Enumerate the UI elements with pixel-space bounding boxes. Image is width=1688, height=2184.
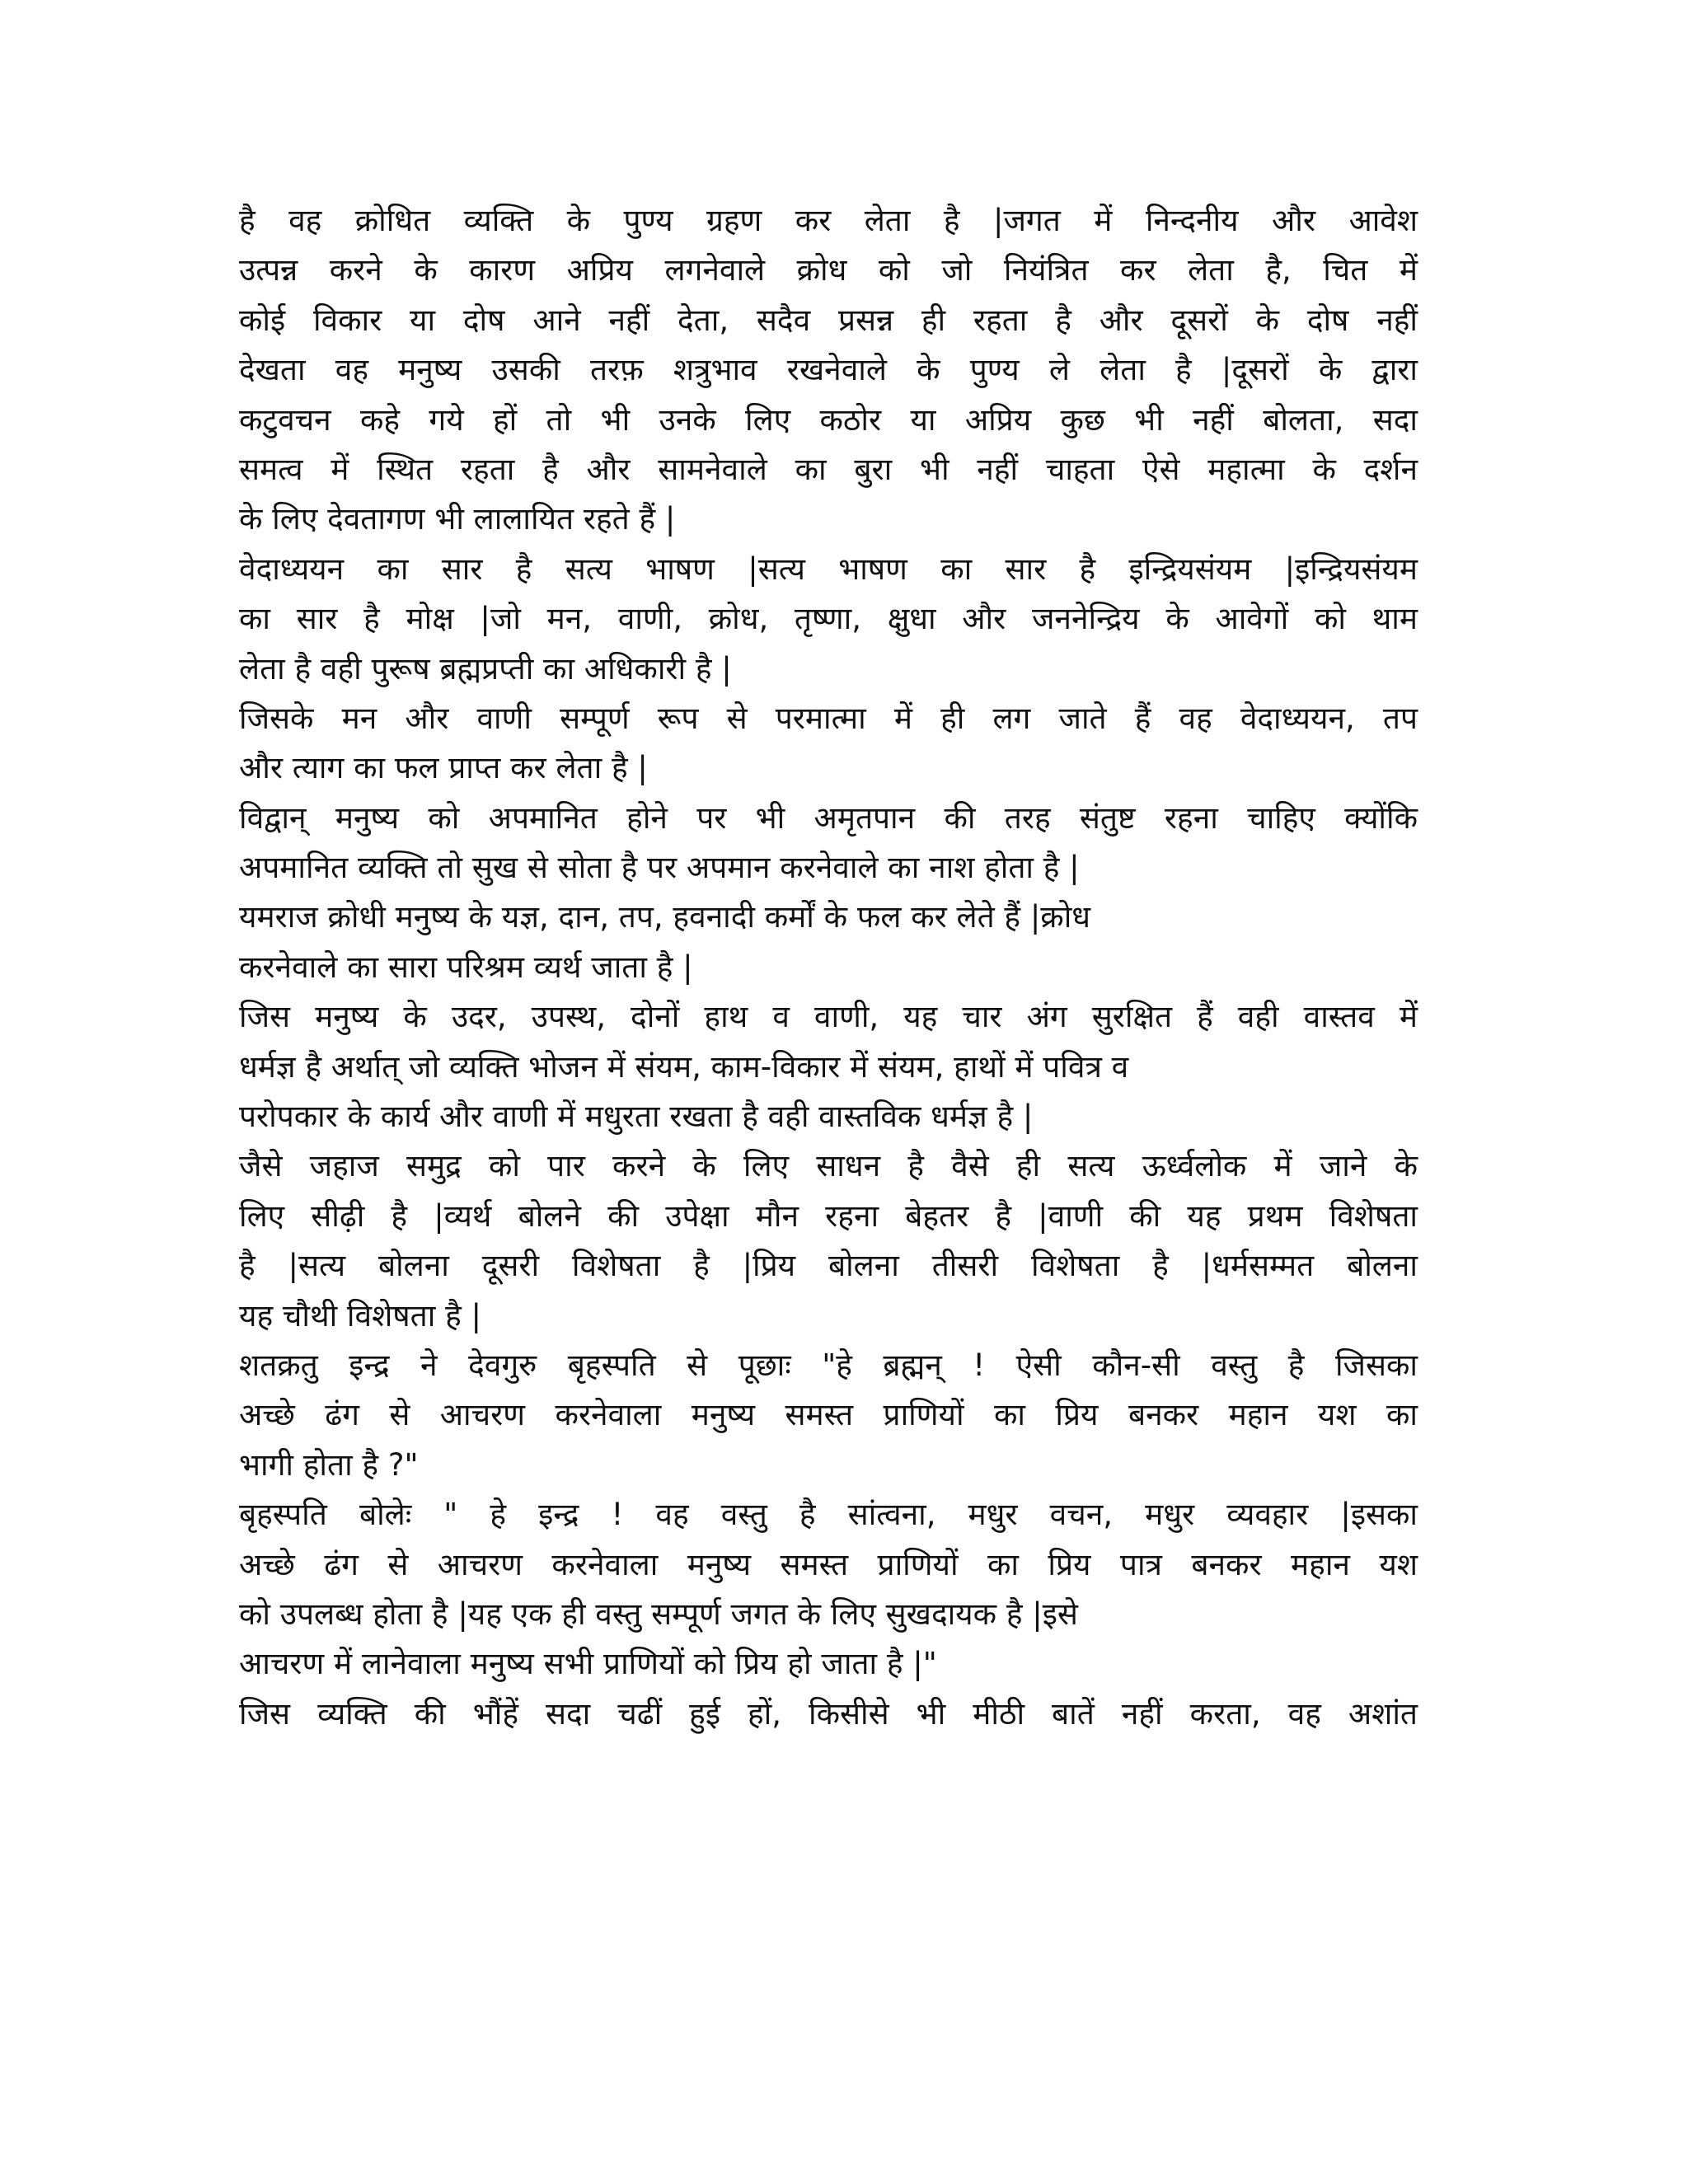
text-line: उत्पन्न करने के कारण अप्रिय लगनेवाले क्रोध को जो नियंत्रित कर लेता है, चित में: [239, 252, 1418, 288]
text-line: है वह क्रोधित व्यक्ति के पुण्य ग्रहण कर लेता है |जगत में निन्दनीय और आवेश: [239, 203, 1418, 238]
text-line: है |सत्य बोलना दूसरी विशेषता है |प्रिय बोलना तीसरी विशेषता है |धर्मसम्मत बोलना: [239, 1248, 1418, 1284]
text-line: वेदाध्ययन का सार है सत्य भाषण |सत्य भाषण का सार है इन्द्रियसंयम |इन्द्रियसंयम: [239, 551, 1418, 587]
text-line: अच्छे ढंग से आचरण करनेवाला मनुष्य समस्त प्राणियों का प्रिय बनकर महान यश का: [239, 1397, 1418, 1433]
text-line: कटुवचन कहे गये हों तो भी उनके लिए कठोर या अप्रिय कुछ भी नहीं बोलता, सदा: [239, 401, 1418, 438]
text-line: धर्मज्ञ है अर्थात् जो व्यक्ति भोजन में संयम, काम-विकार में संयम, हाथों में पवित्र व: [239, 1048, 1129, 1085]
text-line: कोई विकार या दोष आने नहीं देता, सदैव प्रसन्न ही रहता है और दूसरों के दोष नहीं: [239, 302, 1418, 338]
text-line: शतक्रतु इन्द्र ने देवगुरु बृहस्पति से पूछाः "हे ब्रह्मन् ! ऐसी कौन-सी वस्तु है जिसका: [239, 1347, 1418, 1383]
text-line: और त्याग का फल प्राप्त कर लेता है |: [239, 750, 648, 786]
text-line: का सार है मोक्ष |जो मन, वाणी, क्रोध, तृष्णा, क्षुधा और जननेन्द्रिय के आवेगों को थाम: [239, 601, 1418, 637]
text-line: परोपकार के कार्य और वाणी में मधुरता रखता है वही वास्तविक धर्मज्ञ है |: [239, 1099, 1034, 1135]
text-line: भागी होता है ?": [239, 1446, 419, 1483]
text-line: समत्व में स्थित रहता है और सामनेवाले का बुरा भी नहीं चाहता ऐसे महात्मा के दर्शन: [239, 451, 1418, 487]
text-line: आचरण में लानेवाला मनुष्य सभी प्राणियों को प्रिय हो जाता है |": [239, 1646, 937, 1682]
body-text: [239, 196, 1418, 1739]
text-line: यमराज क्रोधी मनुष्य के यज्ञ, दान, तप, हवनादी कर्मों के फल कर लेते हैं |क्रोध: [239, 899, 1091, 935]
text-line: अपमानित व्यक्ति तो सुख से सोता है पर अपमान करनेवाले का नाश होता है |: [239, 850, 1080, 886]
text-line: जिस व्यक्ति की भौंहें सदा चढीं हुई हों, किसीसे भी मीठी बातें नहीं करता, वह अशांत: [239, 1695, 1418, 1732]
text-line: लेता है वही पुरूष ब्रह्मप्रप्ती का अधिकारी है |: [239, 650, 732, 687]
text-line: करनेवाले का सारा परिश्रम व्यर्थ जाता है |: [239, 949, 693, 985]
text-line: यह चौथी विशेषता है |: [239, 1297, 481, 1333]
text-line: के लिए देवतागण भी लालायित रहते हैं |: [239, 501, 676, 537]
text-line: जैसे जहाज समुद्र को पार करने के लिए साधन है वैसे ही सत्य ऊर्ध्वलोक में जाने के: [239, 1148, 1418, 1184]
text-line: जिसके मन और वाणी सम्पूर्ण रूप से परमात्मा में ही लग जाते हैं वह वेदाध्ययन, तप: [239, 700, 1418, 736]
text-line: विद्वान् मनुष्य को अपमानित होने पर भी अमृतपान की तरह संतुष्ट रहना चाहिए क्योंकि: [239, 799, 1418, 836]
text-line: अच्छे ढंग से आचरण करनेवाला मनुष्य समस्त प्राणियों का प्रिय पात्र बनकर महान यश: [239, 1546, 1418, 1582]
text-line: जिस मनुष्य के उदर, उपस्थ, दोनों हाथ व वाणी, यह चार अंग सुरक्षित हैं वही वास्तव में: [239, 999, 1418, 1035]
text-line: बृहस्पति बोलेः " हे इन्द्र ! वह वस्तु है सांत्वना, मधुर वचन, मधुर व्यवहार |इसका: [239, 1497, 1418, 1533]
text-line: लिए सीढ़ी है |व्यर्थ बोलने की उपेक्षा मौन रहना बेहतर है |वाणी की यह प्रथम विशेषता: [239, 1197, 1418, 1234]
text-line: को उपलब्ध होता है |यह एक ही वस्तु सम्पूर्ण जगत के लिए सुखदायक है |इसे: [239, 1596, 1078, 1632]
text-line: देखता वह मनुष्य उसकी तरफ़ शत्रुभाव रखनेवाले के पुण्य ले लेता है |दूसरों के द्वारा: [239, 352, 1418, 388]
